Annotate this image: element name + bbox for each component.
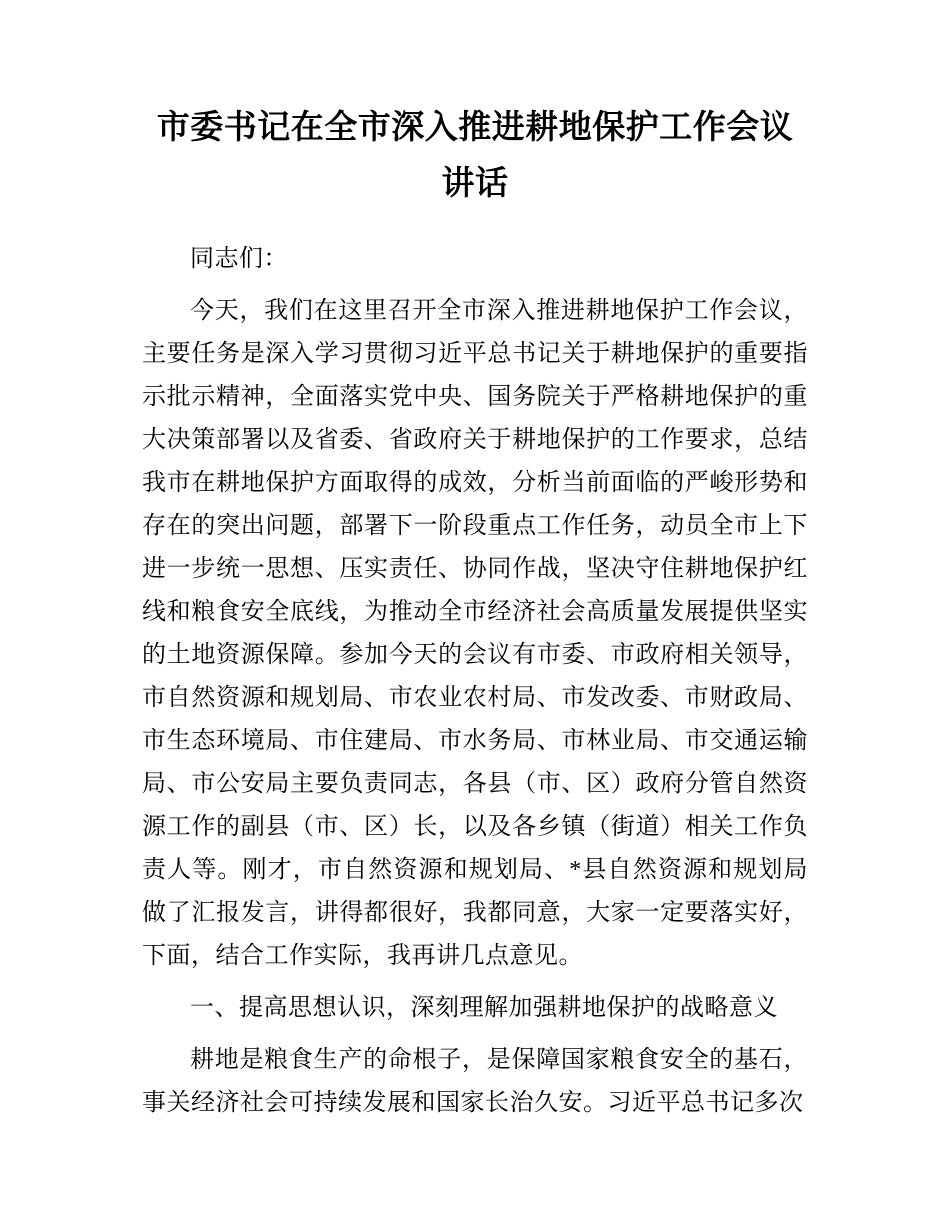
- document-body: [142, 238, 808, 1125]
- document-title: 市委书记在全市深入推进耕地保护工作会议讲话: [156, 110, 794, 202]
- paragraph: 今天，我们在这里召开全市深入推进耕地保护工作会议，主要任务是深入学习贯彻习近平总书记关于耕地保护的重要指示批示精神，全面落实党中央、国务院关于严格耕地保护的重大决策部署以及省委、省政府关于耕地保护的工作要求，总结我市在耕地保护方面取得的成效，分析当前面临的严峻形势和存在的突出问题，部署下一阶段重点工作任务，动员全市上下进一步统一思想、压实责任、协同作战，坚决守住耕地保护红线和粮食安全底线，为推动全市经济社会高质量发展提供坚实的土地资源保障。参加今天的会议有市委、市政府相关领导，市自然资源和规划局、市农业农村局、市发改委、市财政局、市生态环境局、市住建局、市水务局、市林业局、市交通运输局、市公安局主要负责同志，各县（市、区）政府分管自然资源工作的副县（市、区）长，以及各乡镇（街道）相关工作负责人等。刚才，市自然资源和规划局、*县自然资源和规划局做了汇报发言，讲得都很好，我都同意，大家一定要落实好，下面，结合工作实际，我再讲几点意见。: [142, 298, 808, 969]
- section-heading: 一、提高思想认识，深刻理解加强耕地保护的战略意义: [190, 995, 778, 1021]
- paragraph: 耕地是粮食生产的命根子，是保障国家粮食安全的基石，事关经济社会可持续发展和国家长治久安。习近平总书记多次: [142, 1047, 808, 1116]
- paragraph: 同志们：: [190, 246, 288, 272]
